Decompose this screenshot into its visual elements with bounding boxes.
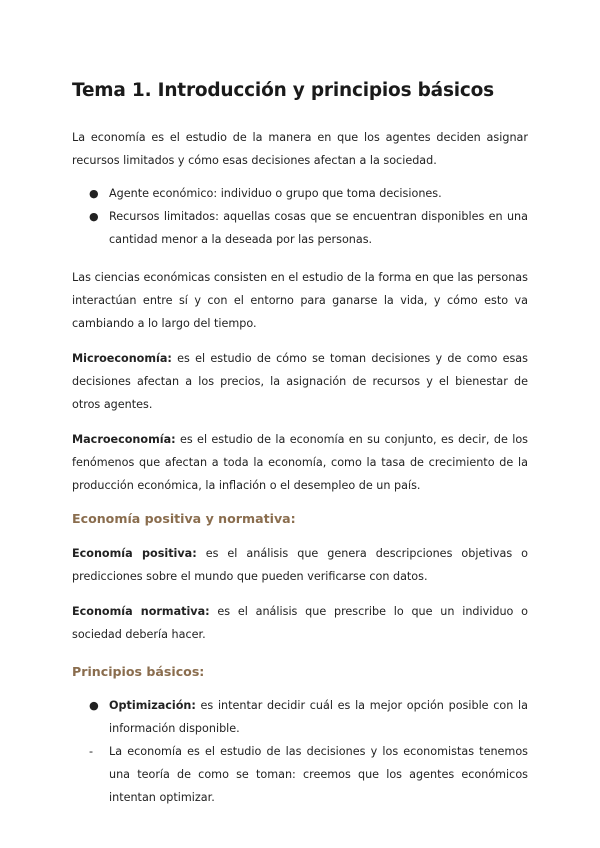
bullet-icon: ● (89, 187, 99, 200)
micro-term: Microeconomía: (72, 352, 172, 365)
list-item (89, 182, 528, 205)
normativa-definition: es el análisis que prescribe lo que un individuo o sociedad debería hacer. (72, 605, 528, 641)
list-item-text: La economía es el estudio de las decisiones y los economistas tenemos una teoría de como se toman: creemos que los agentes económicos intentan optimizar. (109, 745, 528, 804)
dash-icon: - (89, 745, 94, 758)
intro-paragraph: La economía es el estudio de la manera en que los agentes deciden asignar recursos limitados y cómo esas decisiones afectan a la sociedad. (72, 131, 528, 167)
bullet-icon: ● (89, 210, 99, 223)
micro-definition: es el estudio de cómo se toman decisiones y de como esas decisiones afectan a los precios, la asignación de recursos y el bienestar de otros agentes. (72, 352, 528, 411)
normativa-paragraph (72, 600, 528, 646)
definitions-list (72, 182, 528, 251)
list-item-text: Recursos limitados: aquellas cosas que se encuentran disponibles en una cantidad menor a la deseada por las personas. (109, 210, 528, 246)
ciencias-paragraph: Las ciencias económicas consisten en el estudio de la forma en que las personas interactúan entre sí y con el entorno para ganarse la vida, y cómo esto va cambiando a lo largo del tiempo. (72, 271, 528, 330)
list-item (89, 694, 528, 740)
positiva-definition: es el análisis que genera descripciones objetivas o predicciones sobre el mundo que pueden verificarse con datos. (72, 547, 528, 583)
section-heading-positiva-normativa: Economía positiva y normativa: (72, 511, 296, 526)
optimizacion-term: Optimización: (109, 699, 196, 712)
page-title: Tema 1. Introducción y principios básicos (72, 80, 494, 101)
list-item (89, 740, 528, 809)
macro-definition: es el estudio de la economía en su conjunto, es decir, de los fenómenos que afectan a toda la economía, como la tasa de crecimiento de la producción económica, la inflación o el desempleo de un país. (72, 433, 528, 492)
macro-term: Macroeconomía: (72, 433, 176, 446)
positiva-term: Economía positiva: (72, 547, 197, 560)
section-heading-principios: Principios básicos: (72, 664, 205, 679)
bullet-icon: ● (89, 699, 99, 712)
macro-paragraph (72, 428, 528, 497)
normativa-term: Economía normativa: (72, 605, 210, 618)
principles-list (72, 694, 528, 809)
micro-paragraph (72, 347, 528, 416)
list-item-text: Agente económico: individuo o grupo que toma decisiones. (109, 187, 442, 200)
list-item (89, 205, 528, 251)
optimizacion-definition: es intentar decidir cuál es la mejor opción posible con la información disponible. (109, 699, 528, 735)
positiva-paragraph (72, 542, 528, 588)
